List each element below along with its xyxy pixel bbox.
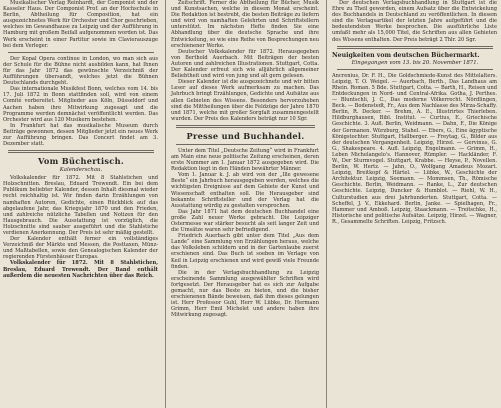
column-rule bbox=[326, 0, 327, 408]
section-divider bbox=[176, 125, 315, 128]
section-heading: Neuigkeiten vom deutschen Büchermarkt. bbox=[332, 51, 480, 59]
article-paragraph: Dieser Kalender ist die ausgezeichnete und wir bitten Leser auf dieses Werk aufmerksam zu machen. Das Jahrbuch bringt Erzählungen, Gedichte und Aufsätze aus allen Gebieten des Wissens. Besonders hervorzuheben sind die Mittheilungen über die Feldzüge der Jahre 1870 und 1871, welche mit großer Sorgfalt zusammengestellt wurden. Der Preis des Kalenders beträgt nur 10 Sgr. bbox=[171, 79, 319, 122]
article-paragraph: Zeitschrift. Ferner die Abtheilung für Bücher, Musik und Kunstsachen, welche in diesem Monat erscheint. Die Redaktion ist bestrebt, die besten Beiträge zu liefern und wird von namhaften Gelehrten und Schriftstellern unterstützt. Im nächsten Hefte finden Sie eine Abhandlung über die deutsche Sprache und ihre Entwickelung, so wie eine Reihe von Besprechungen neu erschienener Werke. bbox=[171, 0, 319, 49]
column-rule bbox=[165, 0, 166, 408]
article-paragraph: Der Kalender enthält ferner ein vollständiges Verzeichniß der Märkte und Messen, die Posttaxen, Münz- und Maßtabellen, sowie den Genealogischen Kalender der regierenden Fürstenhäuser Europas. bbox=[3, 236, 158, 261]
article-paragraph: Das Jahr 1871 hat dem deutschen Buchhandel eine große Zahl neuer Werke gebracht. Die Leipziger Ostermesse war stärker besucht als seit langer Zeit und die Umsätze waren sehr befriedigend. bbox=[171, 208, 319, 234]
article-paragraph: Das internationale Musikfest Bonn, welches vom 14. bis 17. Juli 1872 in Bonn stattfinden soll, wird von einem Comité vorbereitet. Mitglieder aus Köln, Düsseldorf und Aachen haben ihre Mitwirkung zugesagt und die Programme werden demnächst veröffentlicht werden. Das Orchester wird aus 120 Musikern bestehen. bbox=[3, 86, 158, 123]
article-paragraph: Der Kopal Opera continue in London, wo man sich aus der Schule für die Bühne nicht ausbilden kann, hat Ihnen für das Jahr 1872 das gewünschte Verzeichniß der Aufführungen übersandt, welches jetzt die Bühnen Deutschlands durchgeht. bbox=[3, 55, 158, 87]
article-paragraph: Vom 1. Januar k. J. ab wird von der „Ille gewesene Beste“ ein Jahrbuch herausgegeben werden, welches die wichtigsten Ereignisse auf dem Gebiete der Kunst und Wissenschaft enthalten soll. Die Herausgeber sind bekannte Schriftsteller und der Verlag hat die Ausstattung würdig zu gestalten versprochen. bbox=[171, 172, 319, 209]
section-divider bbox=[8, 150, 154, 153]
column-middle bbox=[168, 0, 323, 408]
article-paragraph: Deutscher Volkskalender für 1872. Herausgegeben von Berthold Auerbach. Mit Beiträgen der besten Autoren und zahlreichen Illustrationen. Stuttgart, Cotta. Der Kalender erfreut sich wie alljährlich allgemeiner Beliebtheit und wird von jung und alt gern gelesen. bbox=[171, 48, 319, 80]
section-divider bbox=[337, 46, 493, 49]
section-subheading: Eingegangen vom 13. bis 20. November 1871. bbox=[351, 59, 479, 66]
divider bbox=[8, 52, 154, 53]
article-paragraph: Volkskalender für 1872. Mit 8 Stahlstichen und Holzschnitten. Breslau, Eduard Trewendt. Ein bei dem Publikum beliebter Kalender, dessen Inhalt diesmal wieder recht reichhaltig ist. Wir finden darin Erzählungen von namhaften Autoren, Gedichte, einen Rückblick auf das abgelaufene Jahr, das Kriegsjahr 1870 und den Frieden, und zahlreiche nützliche Tabellen und Notizen für den Hausgebrauch. Die Ausstattung ist vorzüglich, die Holzschnitte sind sauber ausgeführt und die Stahlstiche verdienen Anerkennung. Der Preis ist sehr mäßig gestellt. bbox=[3, 175, 158, 236]
section-subheading: Kalenderschau. bbox=[59, 167, 103, 174]
column-right bbox=[329, 0, 501, 408]
article-paragraph: Volkskalender für 1872. Mit 8 Stahlstichen, Breslau, Eduard Trewendt. Der Band enthält außerdem die neuesten Nachrichten über das Reich. bbox=[3, 260, 158, 279]
column-left bbox=[0, 0, 162, 408]
article-paragraph: Unter dem Titel „Deutsche Zeitung“ wird in Frankfurt am Main eine neue politische Zeitung erscheinen, deren erste Nummer am 1. Januar 1872 ausgegeben wird. Die Redaktion liegt in den Händen bewährter Männer. bbox=[171, 147, 319, 173]
divider bbox=[176, 144, 315, 145]
article-paragraph: Die in der Verlagsbuchhandlung zu Leipzig erscheinende Sammlung ausgewählter Schriften wird fortgesetzt. Der Herausgeber hat es sich zur Aufgabe gemacht, nur das Beste zu bieten, und die bisher erschienenen Bände beweisen, daß ihm dieses gelungen ist. Herr Professor Guhl, Herr W. Lübke, Dr. Hermann Grimm, Herr Emil Michelet und andere haben ihre Mitwirkung zugesagt. bbox=[171, 269, 319, 319]
book-listing: Ancrenius, Dr. F. H., Die Goldschmiede-Kunst des Mittelalters. Leipzig, T. O. Weigel. — Auerbach, Berth., Das Landhaus am Rhein. Roman. 5 Bde. Stuttgart, Cotta. — Barth, H., Reisen und Entdeckungen in Nord- und Central-Afrika. Gotha, J. Perthes. — Bluntschli, J. C., Das moderne Völkerrecht. Nördlingen, Beck. — Bodenstedt, Fr., Aus dem Nachlasse des Mirza-Schaffy. Berlin, R. Decker. — Brehm, A. E., Illustrirtes Thierleben. Hildburghausen, Bibl. Institut. — Curtius, E., Griechische Geschichte. 3. Aufl. Berlin, Weidmann. — Dahn, F., Die Könige der Germanen. Würzburg, Stahel. — Ebers, G., Eine ägyptische Königstochter. Stuttgart, Hallberger. — Freytag, G., Bilder aus der deutschen Vergangenheit. Leipzig, Hirzel. — Gervinus, G. G., Shakespeare. 4. Aufl. Leipzig, Engelmann. — Grimm, H., Leben Michelangelo's. Hannover, Rümpler. — Hackländer, F. W., Der Sturmvogel. Stuttgart, Krabbe. — Heyse, P., Novellen. Berlin, W. Hertz. — Jahn, O., Wolfgang Amadeus Mozart. Leipzig, Breitkopf & Härtel. — Lübke, W., Geschichte der Architektur. Leipzig, Seemann. — Mommsen, Th., Römische Geschichte. Berlin, Weidmann. — Ranke, L., Zur deutschen Geschichte. Leipzig, Duncker & Humblot. — Riehl, W. H., Culturstudien aus drei Jahrhunderten. Stuttgart, Cotta. — Scheffel, J. V., Ekkehard. Berlin, Janke. — Spielhagen, Fr., Hammer und Amboß. Leipzig, Staackmann. — Treitschke, H., Historische und politische Aufsätze. Leipzig, Hirzel. — Wagner, R., Gesammelte Schriften. Leipzig, Fritzsch. bbox=[332, 72, 497, 225]
section-heading: Presse und Buchhandel. bbox=[186, 130, 305, 141]
article-paragraph: Musikalischer Verlag Reinhardt, der Componist und der Kasseler Haus. Der Componist Prof. an der Hochschule in Berlin, Abtheilung für Composition, hat ein ausgezeichnetes Werk für Orchester und Chor geschrieben, welches im Gewandhause zu Leipzig und der Aufführung in Hamburg mit großem Beifall aufgenommen worden ist. Das Werk erscheint in einer Partitur sowie im Clavierauszuge bei dem Verleger. bbox=[3, 0, 158, 49]
divider bbox=[337, 69, 493, 70]
article-paragraph: Der deutschen Verlagsbuchhandlung in Stuttgart ist die Ehre zu Theil geworden, einem Aufsatz über die Entwickelung des Buchhandels in Deutschland zu veröffentlichen. In diesem sind die Verlagsartikel der letzten Jahre aufgeführt und die bedeutendsten Werke besprochen. Die ausführliche Liste umfaßt mehr als 15,000 Titel, die Schriften aus allen Gebieten des Wissens enthalten. Der Preis beträgt 2 Thlr. 20 Sgr. bbox=[332, 0, 497, 43]
section-heading: Vom Büchertisch. bbox=[38, 156, 124, 167]
article-paragraph: Friedrich Auerbach gibt unter dem Titel „Aus dem Lande“ eine Sammlung von Erzählungen heraus, welche das Volksleben schildern und in der Gartenlaube zuerst erschienen sind. Das Buch ist soeben im Verlage von Keil in Leipzig erschienen und wird gewiß viele Freunde finden. bbox=[171, 233, 319, 270]
article-paragraph: In Frankfurt hat das musikalische Museum durch Beiträge gewonnen, dessen Mitglieder jetzt ein neues Werk zur Aufführung bringen. Das Concert findet am 3. Dezember statt. bbox=[3, 122, 158, 148]
